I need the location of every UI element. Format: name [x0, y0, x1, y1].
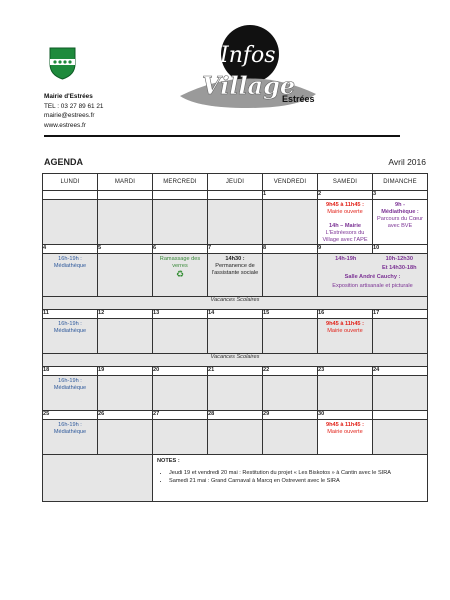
event-time: 14h-19h	[335, 256, 357, 262]
event-time: 9h45 à 11h45 :	[326, 321, 364, 327]
note-item: • Jeudi 19 et vendredi 20 mai : Restitution du projet « Les Biskotos » à Cantin avec le SIRA	[169, 470, 423, 477]
vacation-label: Vacances Scolaires	[43, 354, 428, 367]
event-text: Exposition artisanale et picturale	[332, 283, 413, 289]
event-cell	[263, 420, 318, 455]
event-cell	[98, 319, 153, 354]
day-header: LUNDI	[43, 174, 98, 191]
event-cell-sun-3	[373, 200, 428, 245]
event-time: 16h-19h :	[58, 256, 82, 262]
date-cell: 22	[263, 367, 318, 376]
agenda-title: AGENDA	[44, 157, 84, 167]
event-cell	[318, 376, 373, 411]
page-header	[0, 0, 450, 140]
email-address: mairie@estrees.fr	[44, 112, 95, 120]
date-cell	[43, 191, 98, 200]
event-text: Salle André Cauchy :	[344, 274, 401, 280]
date-cell: 30	[318, 411, 373, 420]
date-cell: 6	[153, 245, 208, 254]
event-time: 16h-19h :	[58, 422, 82, 428]
notes-row	[43, 455, 428, 502]
date-cell: 17	[373, 310, 428, 319]
week-event-row	[43, 376, 428, 411]
week-number-row	[43, 310, 428, 319]
event-text: Ramassage des verres	[159, 256, 201, 269]
vacation-row	[43, 354, 428, 367]
week-number-row	[43, 411, 428, 420]
date-cell	[98, 191, 153, 200]
event-cell	[98, 420, 153, 455]
date-cell: 9	[318, 245, 373, 254]
event-cell	[98, 376, 153, 411]
week-number-row	[43, 191, 428, 200]
date-cell: 21	[208, 367, 263, 376]
event-time: 9h -	[395, 202, 405, 208]
date-cell: 19	[98, 367, 153, 376]
event-cell	[208, 420, 263, 455]
crest-icon	[49, 47, 76, 80]
date-cell: 18	[43, 367, 98, 376]
event-time: 9h45 à 11h45 :	[326, 202, 364, 208]
event-text: Permanence de l'assistante sociale	[211, 263, 259, 276]
date-cell: 8	[263, 245, 318, 254]
event-cell-mon-11	[43, 319, 98, 354]
date-cell: 4	[43, 245, 98, 254]
event-time: 14h30 :	[225, 256, 245, 262]
week-event-row	[43, 420, 428, 455]
date-cell: 20	[153, 367, 208, 376]
event-cell	[98, 254, 153, 297]
org-name: Mairie d'Estrées	[44, 93, 93, 100]
event-cell	[98, 200, 153, 245]
event-time: 16h-19h :	[58, 378, 82, 384]
event-cell	[153, 319, 208, 354]
event-cell	[153, 420, 208, 455]
logo-main-text: Village	[202, 71, 296, 100]
contact-block	[44, 92, 103, 130]
event-cell	[373, 319, 428, 354]
event-cell-sat-16	[318, 319, 373, 354]
event-text: Médiathèque	[53, 328, 87, 334]
date-cell: 1	[263, 191, 318, 200]
date-cell: 2	[318, 191, 373, 200]
date-cell: 14	[208, 310, 263, 319]
event-cell	[153, 200, 208, 245]
week-event-row	[43, 319, 428, 354]
event-cell	[373, 376, 428, 411]
event-cell	[263, 319, 318, 354]
header-rule	[44, 135, 400, 137]
website: www.estrees.fr	[44, 121, 86, 129]
event-time: Et 14h30-18h	[381, 265, 417, 271]
notes-label: NOTES :	[157, 458, 180, 464]
date-cell: 27	[153, 411, 208, 420]
week-event-row	[43, 200, 428, 245]
calendar-table	[42, 173, 428, 502]
event-text: Mairie ouverte	[327, 328, 363, 334]
vacation-row	[43, 297, 428, 310]
day-header: VENDREDI	[263, 174, 318, 191]
event-cell	[373, 420, 428, 455]
date-cell: 16	[318, 310, 373, 319]
event-text: Mairie ouverte	[327, 429, 363, 435]
event-cell-mon-18	[43, 376, 98, 411]
day-header: MARDI	[98, 174, 153, 191]
event-cell	[263, 376, 318, 411]
date-cell: 7	[208, 245, 263, 254]
notes-cell	[153, 455, 428, 502]
date-cell: 26	[98, 411, 153, 420]
event-cell-sat-2	[318, 200, 373, 245]
agenda-month: Avril 2016	[388, 157, 426, 167]
event-text: Médiathèque	[53, 385, 87, 391]
day-header: SAMEDI	[318, 174, 373, 191]
event-cell-wed-6	[153, 254, 208, 297]
date-cell	[208, 191, 263, 200]
event-text: Mairie ouverte	[327, 209, 363, 215]
event-time: 10h-12h30	[385, 256, 413, 262]
event-cell	[263, 254, 318, 297]
date-cell: 3	[373, 191, 428, 200]
event-text: Médiathèque	[53, 263, 87, 269]
date-cell: 11	[43, 310, 98, 319]
event-cell	[208, 200, 263, 245]
event-text: Médiathèque :	[381, 209, 419, 215]
date-cell	[153, 191, 208, 200]
week-number-row	[43, 367, 428, 376]
day-header: MERCREDI	[153, 174, 208, 191]
infos-village-logo	[178, 24, 318, 114]
event-cell-mon-25	[43, 420, 98, 455]
event-cell-mon-4	[43, 254, 98, 297]
event-text: Parcours du Cœur avec BVE	[376, 216, 423, 229]
date-cell: 25	[43, 411, 98, 420]
week-event-row	[43, 254, 428, 297]
event-cell-thu-7	[208, 254, 263, 297]
date-cell: 13	[153, 310, 208, 319]
event-cell-weekend-9-10	[318, 254, 428, 297]
event-cell	[263, 200, 318, 245]
week-number-row	[43, 245, 428, 254]
event-text: Médiathèque	[53, 429, 87, 435]
date-cell: 15	[263, 310, 318, 319]
event-cell	[208, 376, 263, 411]
event-time: 9h45 à 11h45 :	[326, 422, 364, 428]
date-cell	[373, 411, 428, 420]
recycle-icon: ♻	[175, 269, 185, 279]
phone-number: TEL : 03 27 89 61 21	[44, 102, 104, 110]
notes-spacer	[43, 455, 153, 502]
notes-list	[157, 470, 423, 485]
vacation-label: Vacances Scolaires	[43, 297, 428, 310]
weekday-header-row	[43, 174, 428, 191]
date-cell: 28	[208, 411, 263, 420]
event-cell	[43, 200, 98, 245]
event-time: 14h – Mairie	[328, 223, 362, 229]
date-cell: 12	[98, 310, 153, 319]
event-text: L'Estréesors du Village avec l'APE	[322, 230, 368, 243]
date-cell: 29	[263, 411, 318, 420]
date-cell: 24	[373, 367, 428, 376]
logo-sub-text: Estrées	[282, 94, 315, 104]
date-cell: 5	[98, 245, 153, 254]
event-cell	[153, 376, 208, 411]
event-cell	[208, 319, 263, 354]
note-item: • Samedi 21 mai : Grand Carnaval à Marcq en Ostrevent avec le SIRA	[169, 478, 423, 485]
event-time: 16h-19h :	[58, 321, 82, 327]
day-header: JEUDI	[208, 174, 263, 191]
day-header: DIMANCHE	[373, 174, 428, 191]
date-cell: 10	[373, 245, 428, 254]
date-cell: 23	[318, 367, 373, 376]
event-cell-sat-30	[318, 420, 373, 455]
logo-top-text: Infos	[220, 43, 276, 68]
